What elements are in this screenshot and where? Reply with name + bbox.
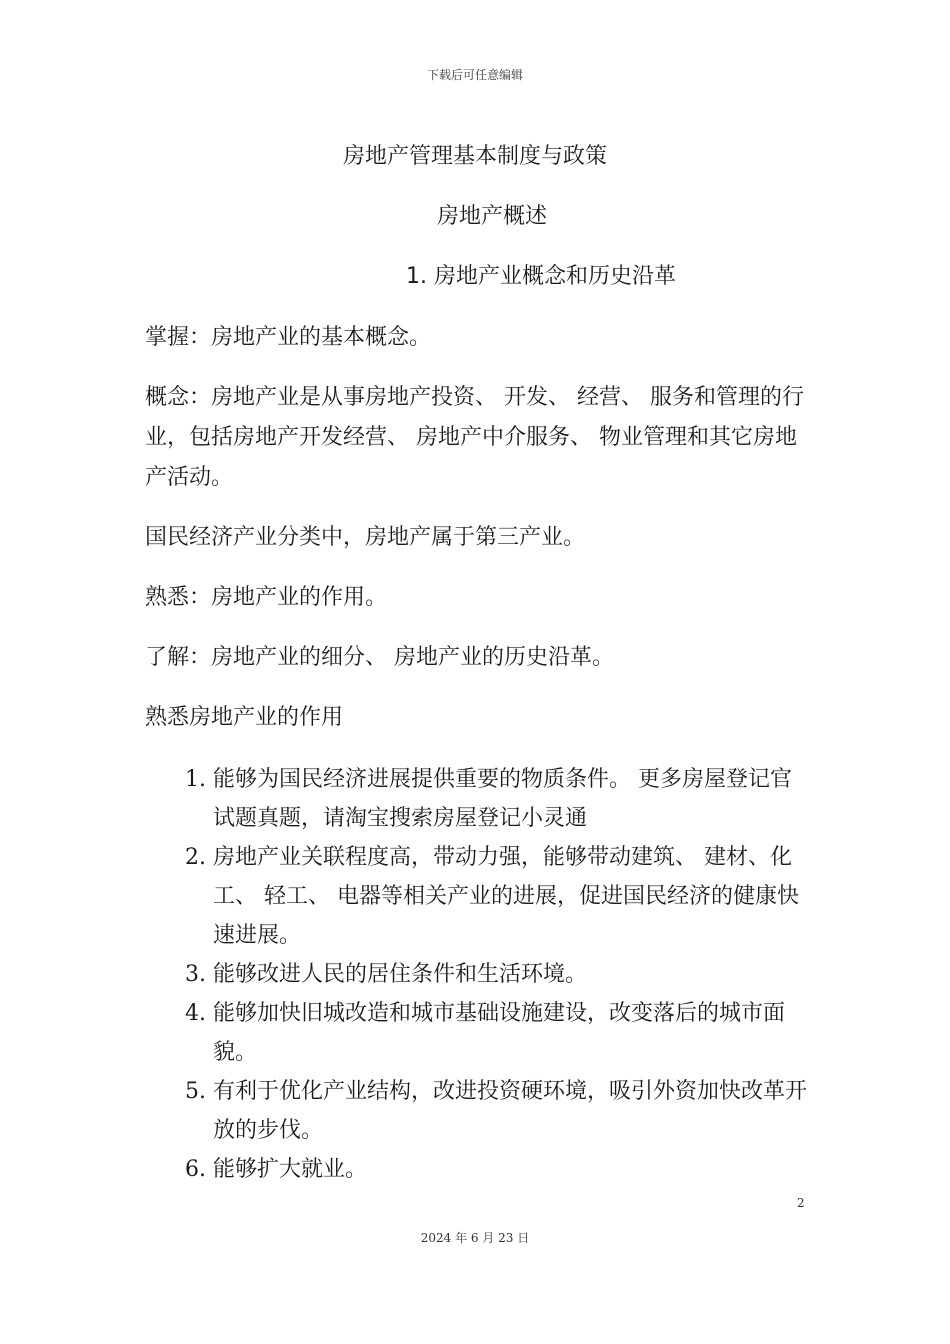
list-item — [145, 1150, 810, 1189]
list-item — [145, 994, 810, 1072]
page-number: 2 — [797, 1196, 805, 1210]
footer-date: 2024 年 6 月 23 日 — [420, 1231, 530, 1245]
document-title: 房地产管理基本制度与政策 — [342, 144, 607, 169]
section-title: 1. 房地产业概念和历史沿革 — [406, 264, 676, 289]
list-item-number: 1. — [185, 767, 206, 792]
list-item-text: 有利于优化产业结构，改进投资硬环境，吸引外资加快改革开放的步伐。 — [213, 1079, 808, 1143]
list-item-text: 能够加快旧城改造和城市基础设施建设，改变落后的城市面貌。 — [213, 1001, 786, 1065]
list-item — [145, 955, 810, 994]
list-item-text: 房地产业关联程度高，带动力强，能够带动建筑、 建材、化工、 轻工、 电器等相关产业的进展，促进国民经济的健康快速进展。 — [213, 845, 799, 948]
list-item-number: 6. — [185, 1157, 206, 1182]
chapter-title: 房地产概述 — [436, 204, 547, 229]
roles-list — [145, 760, 810, 1189]
list-item-number: 4. — [185, 1001, 206, 1026]
list-item-text: 能够为国民经济进展提供重要的物质条件。 更多房屋登记官试题真题，请淘宝搜索房屋登记小灵通 — [213, 767, 792, 831]
concept-paragraph: 概念：房地产业是从事房地产投资、 开发、 经营、 服务和管理的行业，包括房地产开发经营、 房地产中介服务、 物业管理和其它房地产活动。 — [145, 385, 804, 490]
list-item — [145, 838, 810, 955]
mastery-paragraph: 掌握：房地产业的基本概念。 — [145, 325, 432, 350]
list-item-text: 能够扩大就业。 — [213, 1157, 368, 1182]
list-item-number: 2. — [185, 845, 206, 870]
familiar-paragraph: 熟悉：房地产业的作用。 — [145, 585, 388, 610]
header-note: 下载后可任意编辑 — [426, 68, 523, 82]
roles-subheading: 熟悉房地产业的作用 — [145, 705, 344, 730]
list-item-text: 能够改进人民的居住条件和生活环境。 — [213, 962, 588, 987]
list-item-number: 5. — [185, 1079, 206, 1104]
list-item-number: 3. — [185, 962, 206, 987]
understand-paragraph: 了解：房地产业的细分、 房地产业的历史沿革。 — [145, 645, 614, 670]
list-item — [145, 1072, 810, 1150]
list-item — [145, 760, 810, 838]
classification-paragraph: 国民经济产业分类中，房地产属于第三产业。 — [145, 525, 586, 550]
